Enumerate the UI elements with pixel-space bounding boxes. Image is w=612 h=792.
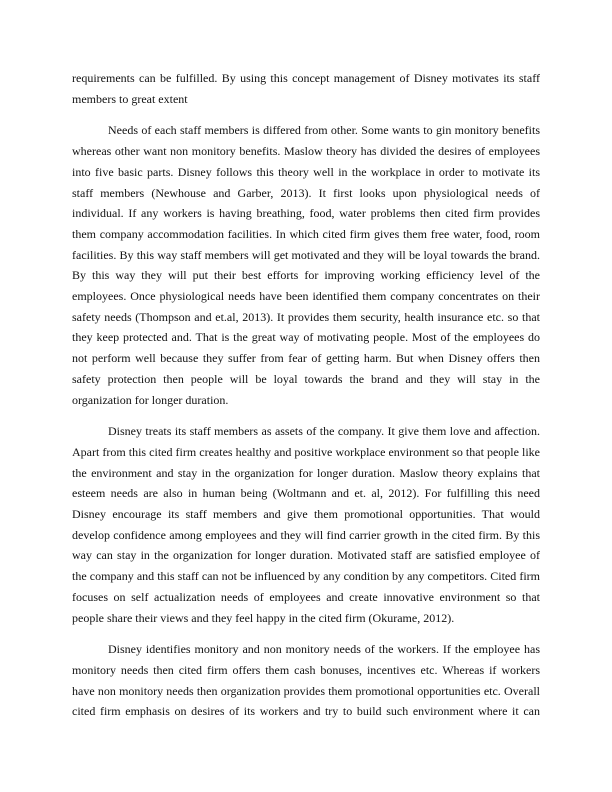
paragraph-2: Needs of each staff members is differed from other. Some wants to gin monitory benefits whereas other want non monitory benefits. Maslow theory has divided the desires of employees into five basic parts. Disney follows this theory well in the workplace in order to motivate its staff members (Newhouse and Garber, 2013). It first looks upon physiological needs of individual. If any workers is having breathing, food, water problems then cited firm provides them company accommodation facilities. In which cited firm gives them free water, food, room facilities. By this way staff members will get motivated and they will be loyal towards the brand. By this way they will put their best efforts for improving working efficiency level of the employees. Once physiological needs have been identified them company concentrates on their safety needs (Thompson and et.al, 2013). It provides them security, health insurance etc. so that they keep protected and. That is the great way of motivating people. Most of the employees do not perform well because they suffer from fear of getting harm. But when Disney offers then safety protection then people will be loyal towards the brand and they will stay in the organization for longer duration.	[72, 123, 540, 407]
paragraph-1: requirements can be fulfilled. By using this concept management of Disney motivates its staff members to great extent	[72, 71, 540, 106]
document-page	[72, 68, 540, 733]
paragraph-4: Disney identifies monitory and non monitory needs of the workers. If the employee has monitory needs then cited firm offers them cash bonuses, incentives etc. Whereas if workers have non monitory needs then organization provides them promotional opportunities etc. Overall cited firm emphasis on desires of its workers and try to build such environment where it can	[72, 642, 540, 719]
paragraph-3: Disney treats its staff members as assets of the company. It give them love and affection. Apart from this cited firm creates healthy and positive workplace environment so that people like the environment and stay in the organization for longer duration. Maslow theory explains that esteem needs are also in human being (Woltmann and et. al, 2012). For fulfilling this need Disney encourage its staff members and give them promotional opportunities. That would develop confidence among employees and they will find carrier growth in the cited firm. By this way can stay in the organization for longer duration. Motivated staff are satisfied employee of the company and this staff can not be influenced by any condition by any competitors. Cited firm focuses on self actualization needs of employees and create innovative environment so that people share their views and they feel happy in the cited firm (Okurame, 2012).	[72, 424, 540, 625]
